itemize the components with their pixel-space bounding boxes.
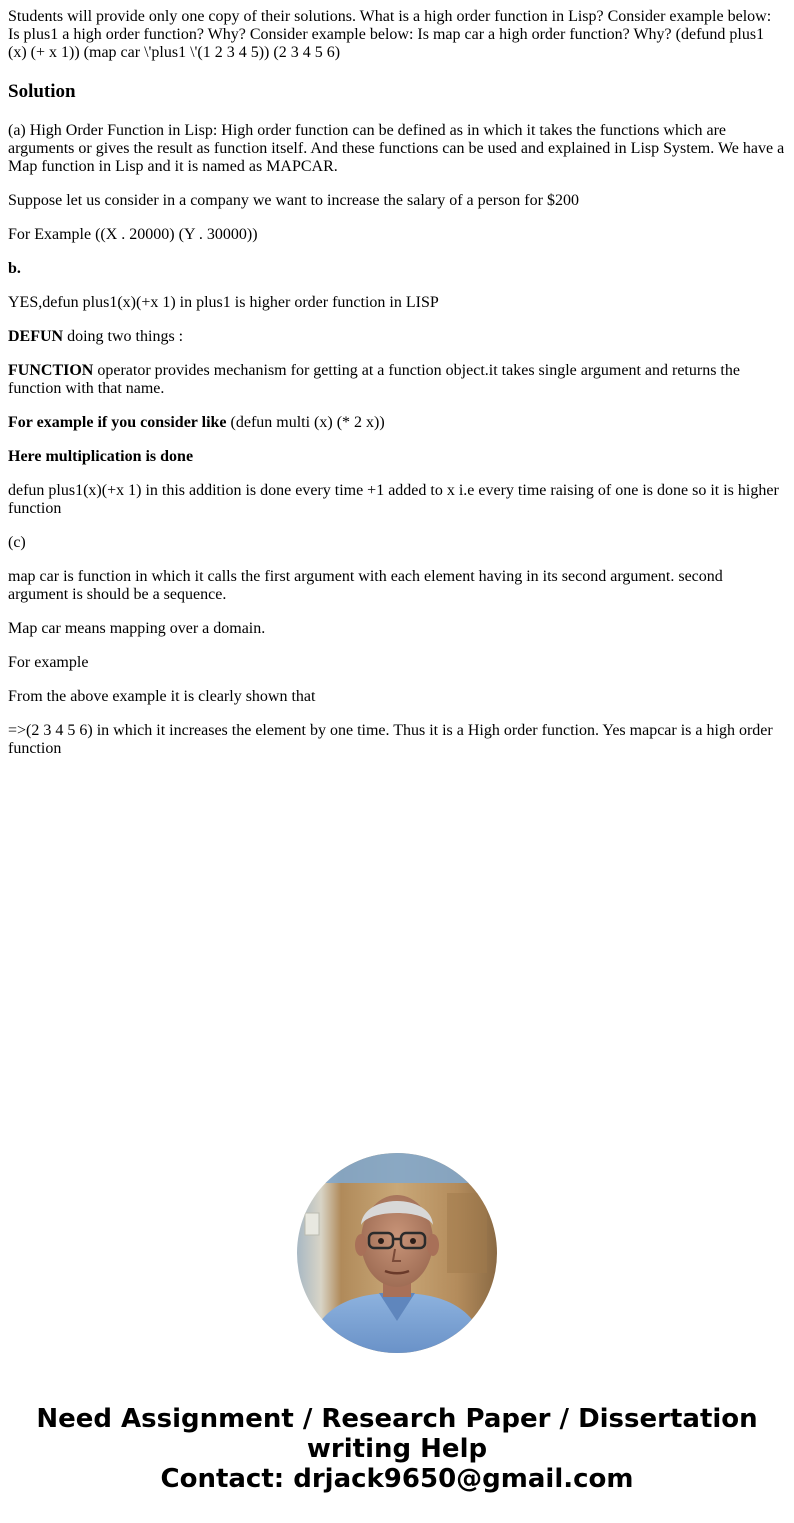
author-photo <box>297 1153 497 1353</box>
banner-line-2: writing Help <box>306 1434 488 1464</box>
banner-line-1: Need Assignment / Research Paper / Dissertation <box>36 1404 758 1434</box>
part-c-definition: map car is function in which it calls the first argument with each element having in its second argument. second argument is should be a sequence. <box>8 568 723 603</box>
part-a-example-list: For Example ((X . 20000) (Y . 30000)) <box>8 226 258 243</box>
part-b-label-text: b. <box>8 260 21 277</box>
function-keyword: FUNCTION <box>8 362 94 379</box>
person-portrait-icon <box>297 1153 497 1353</box>
part-b-answer: YES,defun plus1(x)(+x 1) in plus1 is higher order function in LISP <box>8 294 439 311</box>
part-c-conclusion: =>(2 3 4 5 6) in which it increases the element by one time. Thus it is a High order function. Yes mapcar is a high order function <box>8 722 773 757</box>
part-b-defun-line <box>8 328 786 346</box>
example-code: (defun multi (x) (* 2 x)) <box>226 414 385 431</box>
part-c-for-example: For example <box>8 654 89 671</box>
part-b-example-line <box>8 414 786 432</box>
function-description: operator provides mechanism for getting at a function object.it takes single argument and returns the function with that name. <box>8 362 740 397</box>
solution-heading: Solution <box>8 81 76 102</box>
part-c-shown: From the above example it is clearly shown that <box>8 688 316 705</box>
part-b-label <box>8 260 786 278</box>
contact-banner <box>0 1404 794 1494</box>
part-a-salary-example: Suppose let us consider in a company we want to increase the salary of a person for $200 <box>8 192 579 209</box>
part-c-mapping: Map car means mapping over a domain. <box>8 620 266 637</box>
banner-contact-email: Contact: drjack9650@gmail.com <box>160 1464 634 1494</box>
part-b-function-line <box>8 362 786 398</box>
defun-description: doing two things : <box>63 328 184 345</box>
defun-keyword: DEFUN <box>8 328 64 345</box>
part-a-definition: (a) High Order Function in Lisp: High order function can be defined as in which it takes the functions which are arguments or gives the result as function itself. And these functions can be used and explained in Lisp System. We have a Map function in Lisp and it is named as MAPCAR. <box>8 122 785 175</box>
part-b-addition-explanation: defun plus1(x)(+x 1) in this addition is done every time +1 added to x i.e every time raising of one is done so it is higher function <box>8 482 779 517</box>
example-intro: For example if you consider like <box>8 414 227 431</box>
part-c-label: (c) <box>8 534 26 551</box>
multiplication-note: Here multiplication is done <box>8 448 194 465</box>
part-b-multiplication-line <box>8 448 786 466</box>
solution-document <box>8 8 786 774</box>
question-text: Students will provide only one copy of their solutions. What is a high order function in Lisp? Consider example below: Is plus1 a high order function? Why? Consider example below: Is map car a high order function? Why? (defund plus1 (x) (+ x 1)) (map car \'plus1 \'(1 2 3 4 5)) (2 3 4 5 6) <box>8 8 772 61</box>
